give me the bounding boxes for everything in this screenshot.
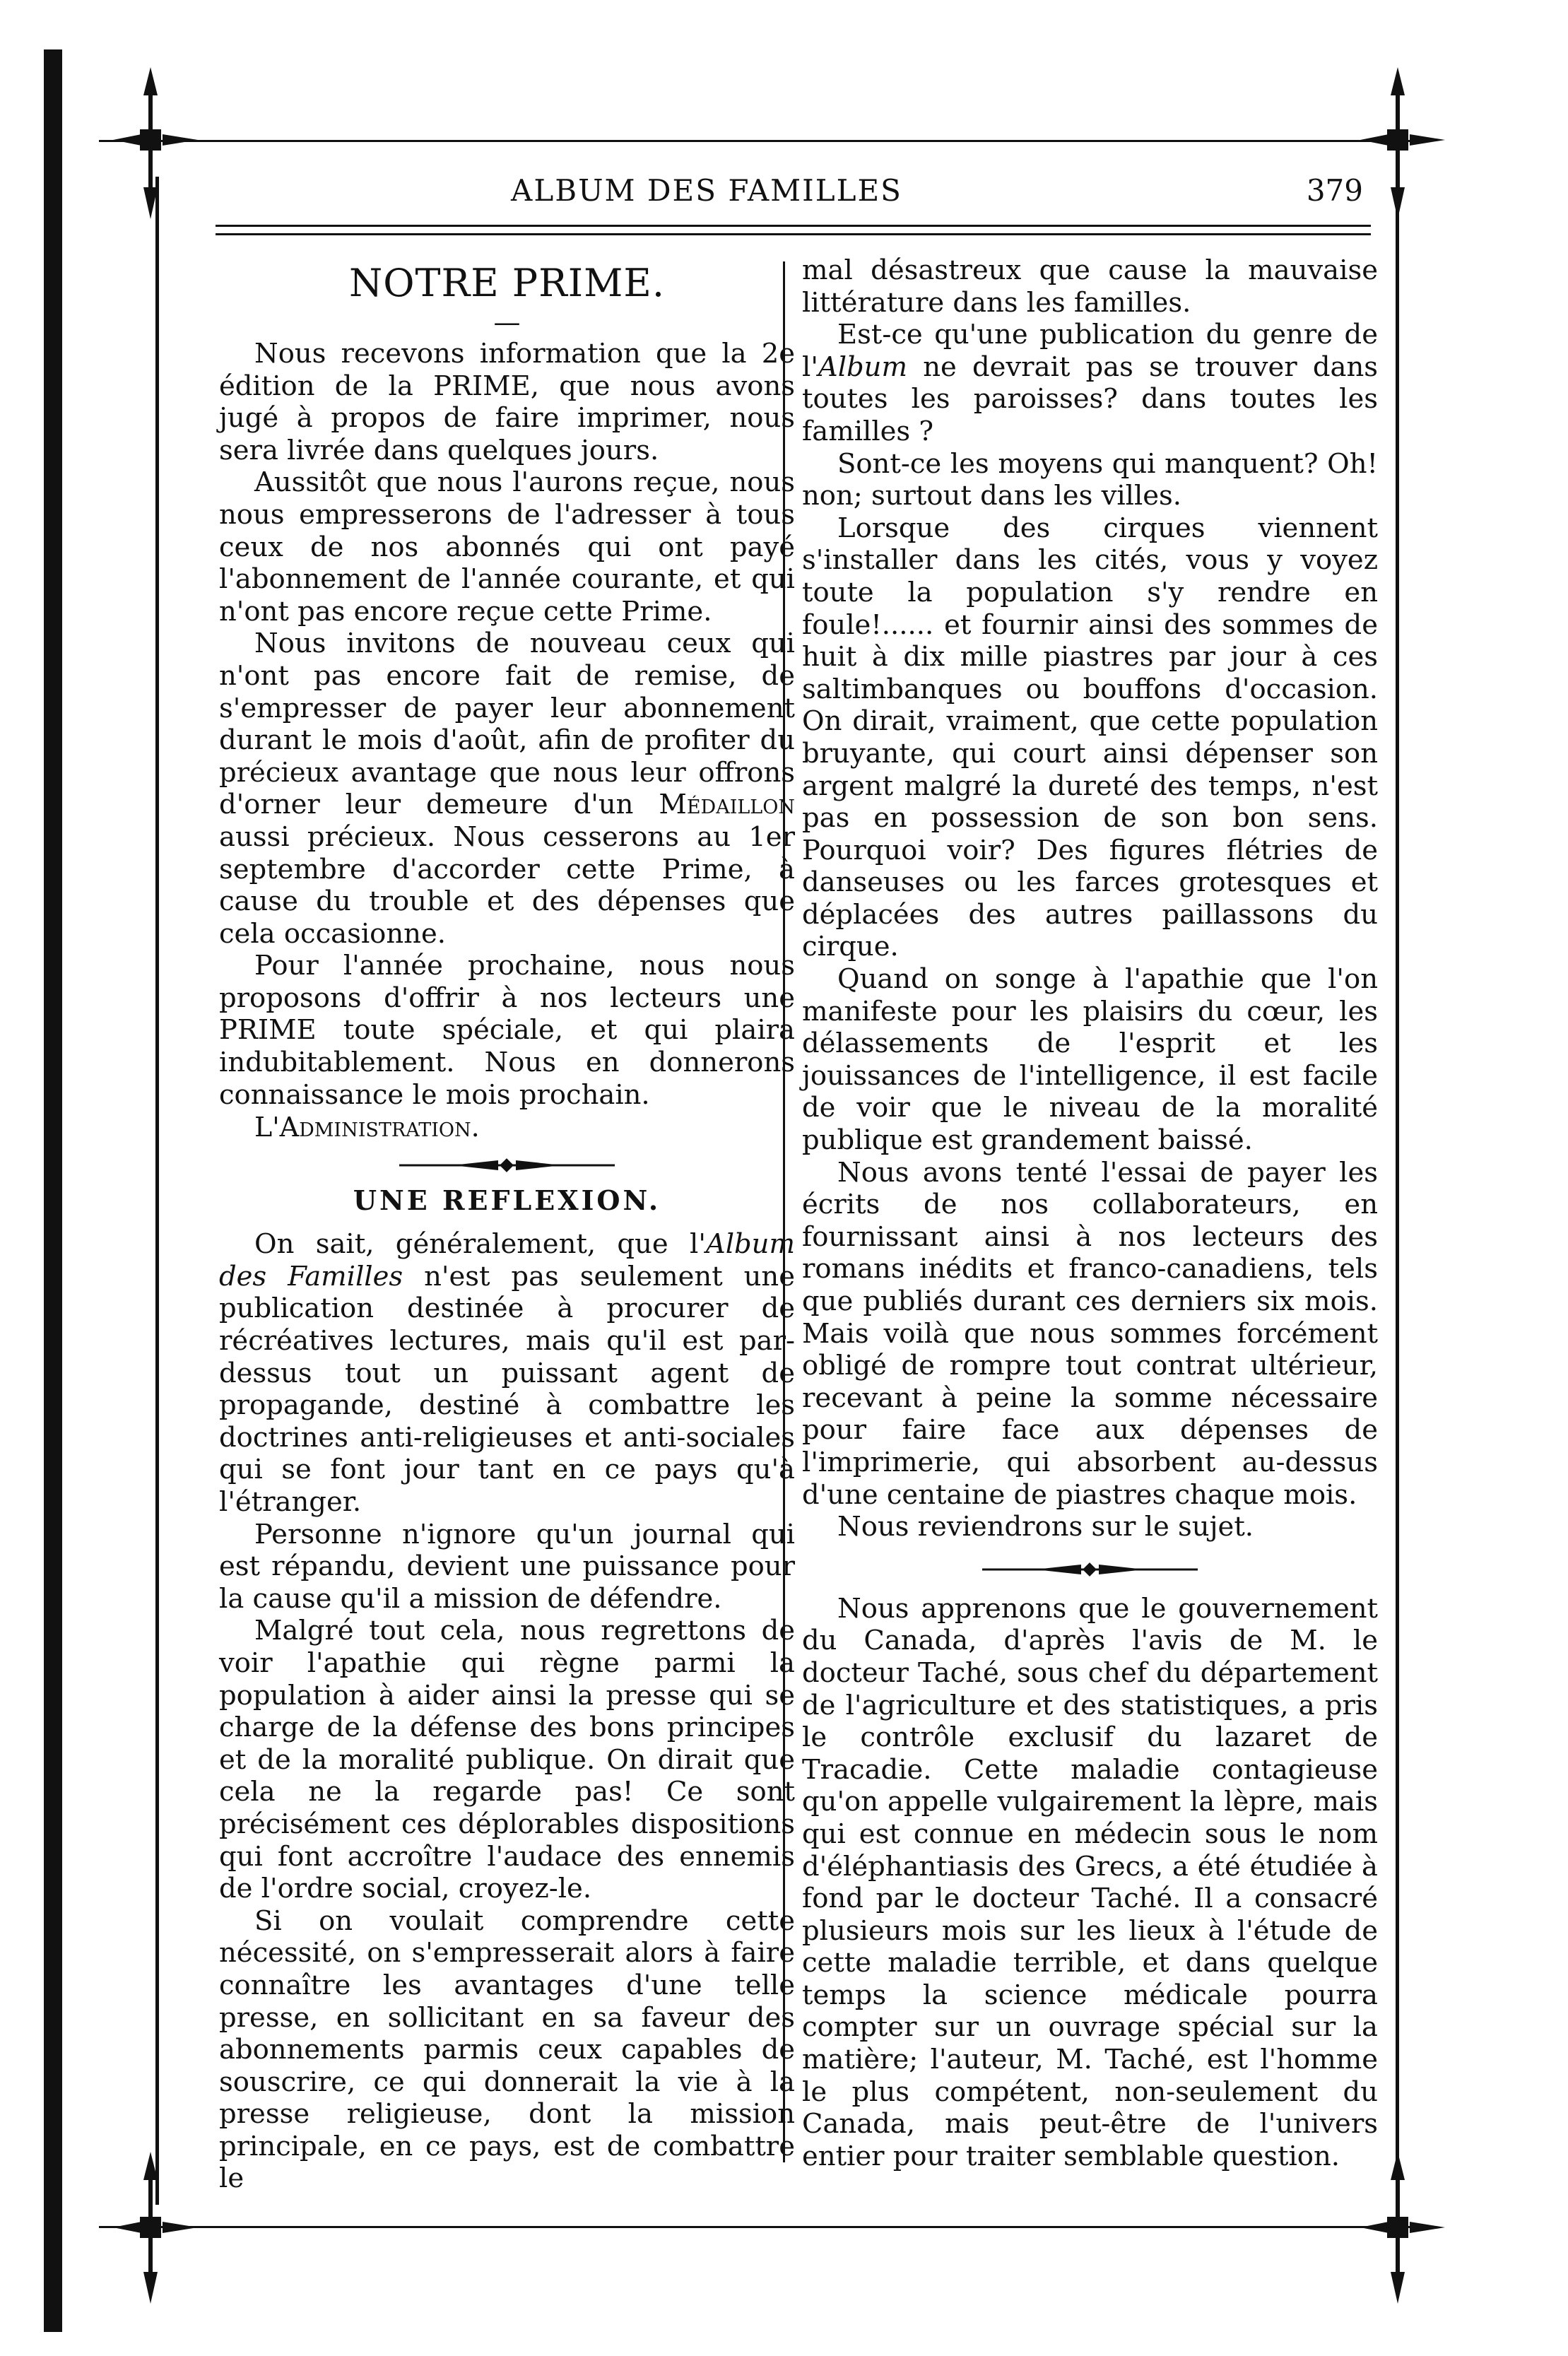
small-caps-word: Médaillon [659, 789, 795, 821]
paragraph [219, 628, 795, 950]
article-title-une-reflexion: UNE REFLEXION. [353, 1184, 661, 1217]
running-title: ALBUM DES FAMILLES [511, 173, 902, 208]
corner-ornament-bottom-right-icon [1360, 2152, 1445, 2307]
right-column [802, 254, 1378, 2172]
frame-top-line [99, 140, 1413, 142]
title-dash: — [493, 307, 521, 338]
corner-ornament-top-left-icon [113, 67, 198, 223]
paragraph: Nous avons tenté l'essai de payer les écrits de nos collaborateurs, en fournissant ainsi à nos lecteurs des romans inédits et franco-canadiens, tels que publiés durant ces derniers six mois. Mais voilà que nous sommes forcément obligé de rompre tout contrat ultérieur, recevant à peine la somme nécessaire pour faire face aux dépenses de l'imprimerie, qui absorbent au-dessus d'une centaine de piastres chaque mois. [802, 1156, 1378, 1511]
signature: L'Administration. [254, 1112, 480, 1143]
text-run: aussi précieux. Nous cesserons au 1er septembre d'accorder cette Prime, à cause du trouble et des dépenses que cela occasionne. [219, 820, 795, 950]
text-run: On sait, généralement, que l' [254, 1228, 706, 1261]
frame-left-inner-line [155, 177, 159, 2205]
left-column [219, 254, 795, 2195]
paragraph: Nous recevons information que la 2e édition de la PRIME, que nous avons jugé à propos de faire imprimer, nous sera livrée dans quelques jours. [219, 338, 795, 466]
header-rule-top [216, 225, 1371, 227]
header-rule-bottom [216, 233, 1371, 235]
text-run: ne devrait pas se trouver dans toutes les paroisses? dans toutes les familles ? [802, 351, 1378, 447]
paragraph: Sont-ce les moyens qui manquent? Oh! non; surtout dans les villes. [802, 447, 1378, 512]
frame-left-bar [44, 49, 62, 2332]
frame-right-line [1396, 177, 1399, 2205]
paragraph: Nous apprenons que le gouvernement du Canada, d'après l'avis de M. le docteur Taché, sous chef du département de l'agriculture et des statistiques, a pris le contrôle exclusif du lazaret de Tracadie. Cette maladie contagieuse qu'on appelle vulgairement la lèpre, mais qui est connue en médecin sous le nom d'éléphantiasis des Grecs, a été étudiée à fond par le docteur Taché. Il a consacré plusieurs mois sur les lieux à l'étude de cette maladie terrible, et dans quelque temps la science médicale pourra compter sur un ouvrage spécial sur la matière; l'auteur, M. Taché, est l'homme le plus compétent, non-seulement du Canada, mais peut-être de l'univers entier pour traiter semblable question. [802, 1592, 1378, 2172]
paragraph: mal désastreux que cause la mauvaise littérature dans les familles. [802, 254, 1378, 319]
corner-ornament-top-right-icon [1360, 67, 1445, 223]
italic-title: Album des Familles [219, 1228, 795, 1292]
paragraph: Personne n'ignore qu'un journal qui est répandu, devient une puissance pour la cause qu'il a mission de défendre. [219, 1518, 795, 1615]
text-run: Nous invitons de nouveau ceux qui n'ont pas encore fait de remise, de s'empresser de payer leur abonnement durant le mois d'août, afin de profiter du précieux avantage que nous leur offrons d'orner leur demeure d'un [219, 628, 795, 821]
paragraph: Nous reviendrons sur le sujet. [837, 1511, 1254, 1543]
paragraph [219, 1228, 795, 1518]
italic-title: Album [818, 351, 907, 383]
paragraph: Pour l'année prochaine, nous nous proposons d'offrir à nos lecteurs une PRIME toute spéciale, et qui plaira indubitablement. Nous en donnerons connaissance le mois prochain. [219, 950, 795, 1111]
paragraph: Quand on songe à l'apathie que l'on manifeste pour les plaisirs du cœur, les délassements de l'esprit et les jouissances de l'intelligence, il est facile de voir que le niveau de la moralité publique est grandement baissé. [802, 963, 1378, 1157]
article-title-notre-prime: NOTRE PRIME. [349, 261, 665, 305]
corner-ornament-bottom-left-icon [113, 2152, 198, 2307]
text-run: Est-ce qu'une publication du genre de l' [802, 319, 1378, 383]
paragraph: Lorsque des cirques viennent s'installer dans les cités, vous y voyez toute la population s'y rendre en foule!...... et fournir ainsi des sommes de huit à dix mille piastres par jour à ces saltimbanques ou bouffons d'occasion. On dirait, vraiment, que cette population bruyante, qui court ainsi dépenser son argent malgré la dureté des temps, n'est pas en possession de son bon sens. Pourquoi voir? Des figures flétries de danseuses ou les farces grotesques et déplacées des autres paillassons du cirque. [802, 512, 1378, 963]
paragraph [802, 319, 1378, 447]
paragraph: Aussitôt que nous l'aurons reçue, nous nous empresserons de l'adresser à tous ceux de nos abonnés qui ont payé l'abonnement de l'année courante, et qui n'ont pas encore reçue cette Prime. [219, 466, 795, 628]
paragraph: Malgré tout cela, nous regrettons de voir l'apathie qui règne parmi la population à aider ainsi la presse qui se charge de la défense des bons principes et de la moralité publique. On dirait que cela ne la regarde pas! Ce sont précisément ces déplorables dispositions qui font accroître l'audace des ennemis de l'ordre social, croyez-le. [219, 1615, 795, 1905]
separator-ornament-icon [219, 1155, 795, 1176]
frame-bottom-line [99, 2226, 1413, 2228]
page-number: 379 [1306, 173, 1363, 208]
separator-ornament-icon [802, 1559, 1378, 1580]
text-run: n'est pas seulement une publication destinée à procurer de récréatives lectures, mais qu'il est par-dessus tout un puissant agent de propagande, destiné à combattre les doctrines anti-religieuses et anti-sociales qui se font jour tant en ce pays qu'à l'étranger. [219, 1260, 796, 1518]
paragraph: Si on voulait comprendre cette nécessité, on s'empresserait alors à faire connaître les avantages d'une telle presse, en sollicitant en sa faveur des abonnements parmis ceux capables de souscrire, ce qui donnerait la vie à la presse religieuse, dont la mission principale, en ce pays, est de combattre le [219, 1904, 795, 2195]
